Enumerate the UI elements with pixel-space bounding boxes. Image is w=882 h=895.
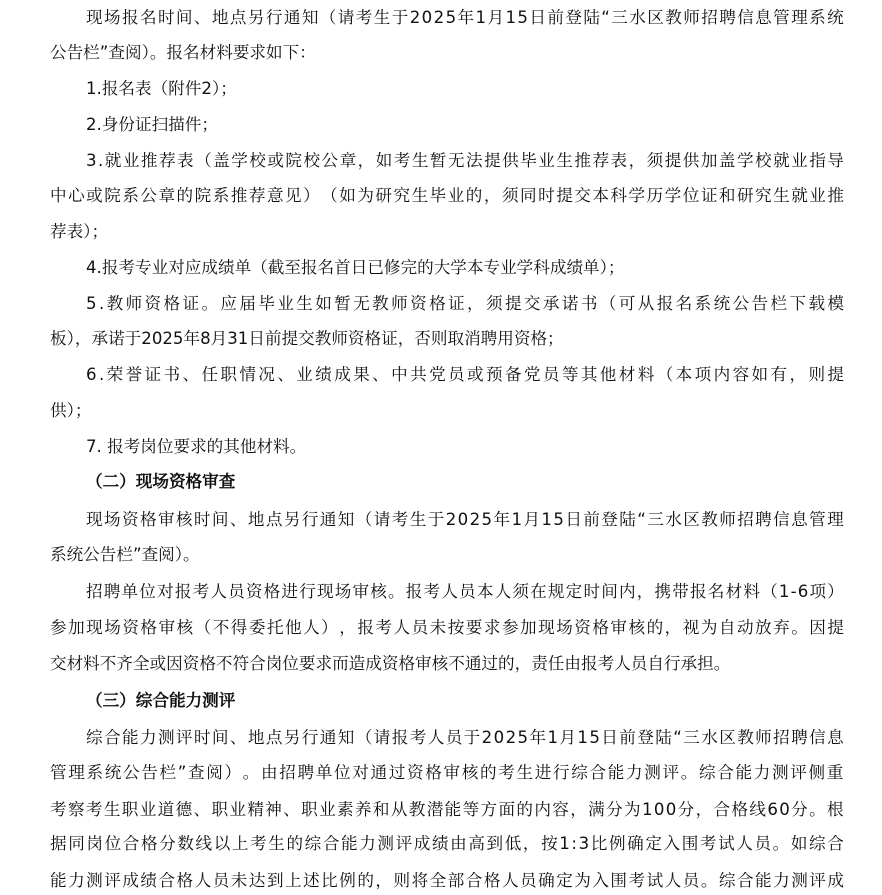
paragraph-line: 考 察 考 生 职 业 道 德 、 职 业 精 神 、 职 业 素 养 和 从 教 潜 能 等 方 面 的 内 容 ， 满 分 为 1 0 0 分 ， 合 格 线 6 0 分 。 根	[50, 800, 844, 819]
section-heading: （三）综合能力测评	[86, 691, 236, 710]
list-item: 4.报考专业对应成绩单（截至报名首日已修完的大学本专业学科成绩单）；	[86, 258, 625, 277]
paragraph-line: 系统公告栏”查阅）。	[50, 545, 200, 564]
list-item: 2.身份证扫描件；	[86, 115, 218, 134]
list-item: 5 . 教 师 资 格 证 。 应 届 毕 业 生 如 暂 无 教 师 资 格 证 ， 须 提 交 承 诺 书 （ 可 从 报 名 系 统 公 告 栏 下 载 模	[86, 294, 844, 313]
paragraph-line: 公告栏”查阅）。报名材料要求如下：	[50, 43, 316, 62]
list-item: 6 . 荣 誉 证 书 、 任 职 情 况 、 业 绩 成 果 、 中 共 党 员 或 预 备 党 员 等 其 他 材 料 （ 本 项 内 容 如 有 ， 则 提	[86, 365, 844, 384]
paragraph-line: 荐表）；	[50, 222, 109, 241]
paragraph-line: 能 力 测 评 成 绩 合 格 人 员 未 达 到 上 述 比 例 的 ， 则 将 全 部 合 格 人 员 确 定 为 入 围 考 试 人 员 。 综 合 能 力 测 评 成	[50, 871, 844, 890]
paragraph-line: 现 场 报 名 时 间 、 地 点 另 行 通 知 （ 请 考 生 于 2 0 2 5 年 1 月 1 5 日 前 登 陆 “ 三 水 区 教 师 招 聘 信 息 管 理 系 统	[86, 8, 844, 27]
paragraph-line: 供）；	[50, 401, 92, 420]
section-heading: （二）现场资格审查	[86, 472, 236, 491]
paragraph-line: 参 加 现 场 资 格 审 核 （ 不 得 委 托 他 人 ） ， 报 考 人 员 未 按 要 求 参 加 现 场 资 格 审 核 的 ， 视 为 自 动 放 弃 。 因 提	[50, 618, 844, 637]
paragraph-line: 交材料不齐全或因资格不符合岗位要求而造成资格审核不通过的，责任由报考人员自行承担。	[50, 654, 731, 673]
list-item: 1.报名表（附件2）；	[86, 79, 237, 98]
list-item: 7. 报考岗位要求的其他材料。	[86, 437, 307, 456]
paragraph-line: 招 聘 单 位 对 报 考 人 员 资 格 进 行 现 场 审 核 。 报 考 人 员 本 人 须 在 规 定 时 间 内 ， 携 带 报 名 材 料 （ 1 - 6 项 ）	[86, 582, 844, 601]
paragraph-line: 综 合 能 力 测 评 时 间 、 地 点 另 行 通 知 （ 请 报 考 人 员 于 2 0 2 5 年 1 月 1 5 日 前 登 陆 “ 三 水 区 教 师 招 聘 信 息	[86, 728, 844, 747]
paragraph-line: 管 理 系 统 公 告 栏 ” 查 阅 ） 。 由 招 聘 单 位 对 通 过 资 格 审 核 的 考 生 进 行 综 合 能 力 测 评 。 综 合 能 力 测 评 侧 重	[50, 763, 844, 782]
paragraph-line: 现 场 资 格 审 核 时 间 、 地 点 另 行 通 知 （ 请 考 生 于 2 0 2 5 年 1 月 1 5 日 前 登 陆 “ 三 水 区 教 师 招 聘 信 息 管 理	[86, 510, 844, 529]
paragraph-line: 中 心 或 院 系 公 章 的 院 系 推 荐 意 见 ） （ 如 为 研 究 生 毕 业 的 ， 须 同 时 提 交 本 科 学 历 学 位 证 和 研 究 生 就 业 推	[50, 186, 844, 205]
list-item: 3 . 就 业 推 荐 表 （ 盖 学 校 或 院 校 公 章 ， 如 考 生 暂 无 法 提 供 毕 业 生 推 荐 表 ， 须 提 供 加 盖 学 校 就 业 指 导	[86, 151, 844, 170]
paragraph-line: 板），承诺于2025年8月31日前提交教师资格证，否则取消聘用资格；	[50, 329, 564, 348]
paragraph-line: 据 同 岗 位 合 格 分 数 线 以 上 考 生 的 综 合 能 力 测 评 成 绩 由 高 到 低 ， 按 1 : 3 比 例 确 定 入 围 考 试 人 员 。 如 综 合	[50, 834, 844, 853]
